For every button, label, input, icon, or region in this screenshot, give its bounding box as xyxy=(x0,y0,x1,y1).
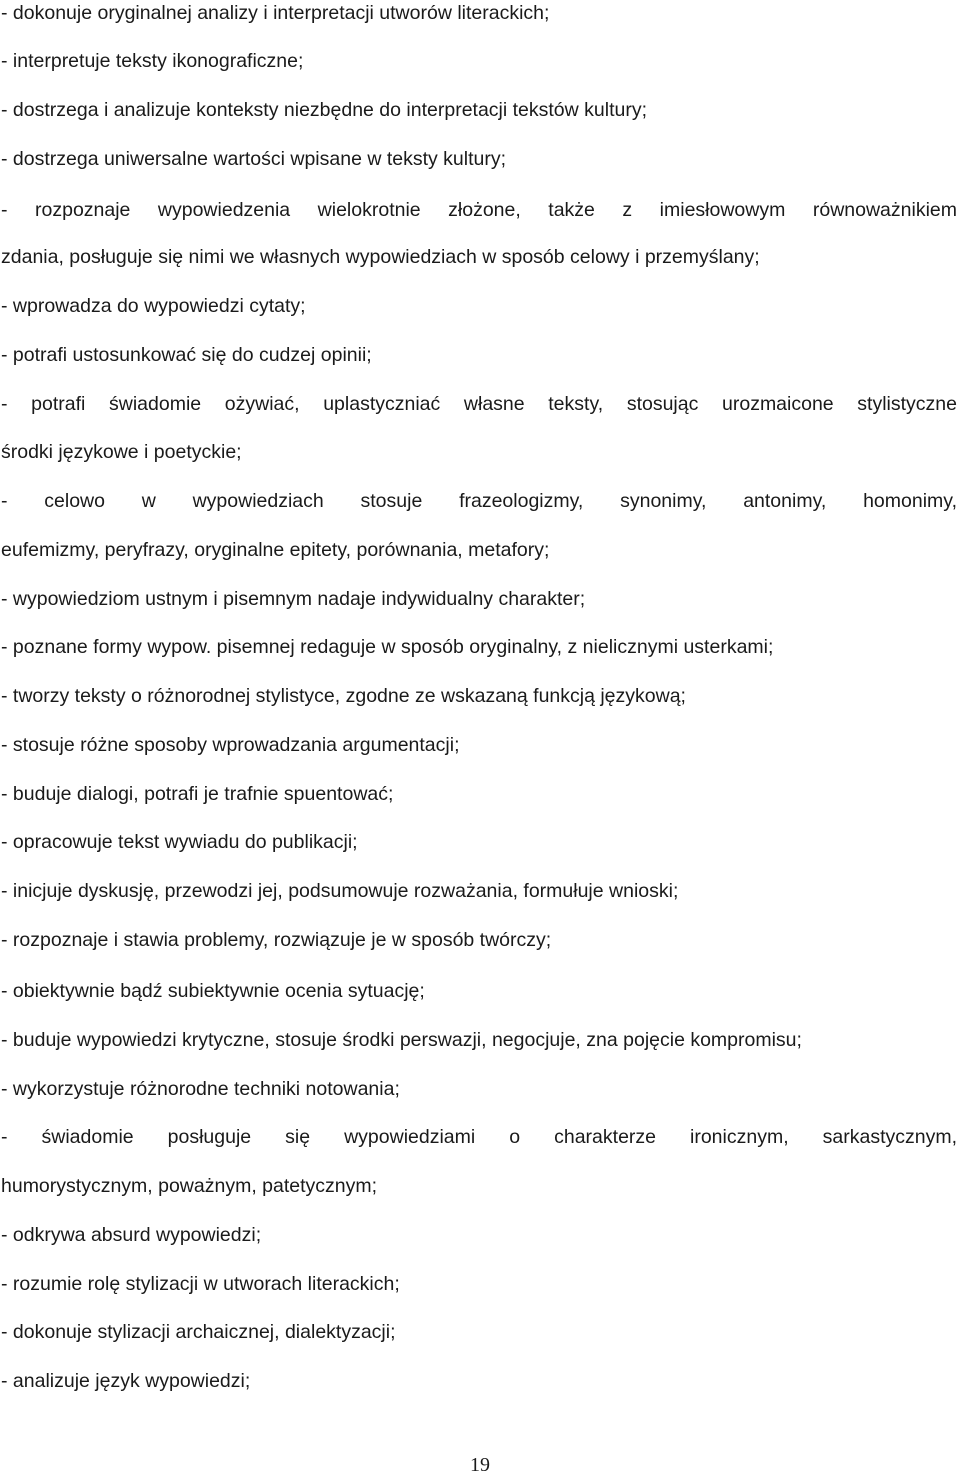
text-line: humorystycznym, poważnym, patetycznym; xyxy=(1,1175,378,1197)
text-line: - buduje dialogi, potrafi je trafnie spuentować; xyxy=(1,783,394,805)
text-line: - dokonuje stylizacji archaicznej, dialektyzacji; xyxy=(1,1321,396,1343)
text-line: - dostrzega uniwersalne wartości wpisane w teksty kultury; xyxy=(1,148,507,170)
text-line: - celowo w wypowiedziach stosuje frazeologizmy, synonimy, antonimy, homonimy, xyxy=(1,490,957,512)
text-line: - wykorzystuje różnorodne techniki notowania; xyxy=(1,1078,400,1100)
text-line: - potrafi ustosunkować się do cudzej opinii; xyxy=(1,344,372,366)
text-line: - wprowadza do wypowiedzi cytaty; xyxy=(1,295,306,317)
text-line: eufemizmy, peryfrazy, oryginalne epitety, porównania, metafory; xyxy=(1,539,550,561)
text-line: zdania, posługuje się nimi we własnych wypowiedziach w sposób celowy i przemyślany; xyxy=(1,246,760,268)
text-line: - analizuje język wypowiedzi; xyxy=(1,1370,251,1392)
text-line: - obiektywnie bądź subiektywnie ocenia sytuację; xyxy=(1,980,425,1002)
text-line: - odkrywa absurd wypowiedzi; xyxy=(1,1224,262,1246)
text-line: - rozpoznaje i stawia problemy, rozwiązuje je w sposób twórczy; xyxy=(1,929,552,951)
text-line: - potrafi świadomie ożywiać, uplastyczniać własne teksty, stosując urozmaicone stylistyczne xyxy=(1,393,957,415)
text-line: - dokonuje oryginalnej analizy i interpretacji utworów literackich; xyxy=(1,2,550,24)
page-number: 19 xyxy=(470,1454,490,1476)
text-line: - stosuje różne sposoby wprowadzania argumentacji; xyxy=(1,734,460,756)
text-line: środki językowe i poetyckie; xyxy=(1,441,242,463)
text-line: - dostrzega i analizuje konteksty niezbędne do interpretacji tekstów kultury; xyxy=(1,99,648,121)
text-line: - wypowiedziom ustnym i pisemnym nadaje indywidualny charakter; xyxy=(1,588,586,610)
text-line: - opracowuje tekst wywiadu do publikacji; xyxy=(1,831,358,853)
text-line: - interpretuje teksty ikonograficzne; xyxy=(1,50,304,72)
text-line: - rozumie rolę stylizacji w utworach literackich; xyxy=(1,1273,400,1295)
text-line: - poznane formy wypow. pisemnej redaguje w sposób oryginalny, z nielicznymi usterkami; xyxy=(1,636,774,658)
text-line: - tworzy teksty o różnorodnej stylistyce, zgodne ze wskazaną funkcją językową; xyxy=(1,685,686,707)
text-line: - świadomie posługuje się wypowiedziami o charakterze ironicznym, sarkastycznym, xyxy=(1,1126,957,1148)
text-line: - rozpoznaje wypowiedzenia wielokrotnie złożone, także z imiesłowowym równoważnikiem xyxy=(1,199,957,221)
text-line: - buduje wypowiedzi krytyczne, stosuje środki perswazji, negocjuje, zna pojęcie kompromisu; xyxy=(1,1029,802,1051)
text-line: - inicjuje dyskusję, przewodzi jej, podsumowuje rozważania, formułuje wnioski; xyxy=(1,880,679,902)
